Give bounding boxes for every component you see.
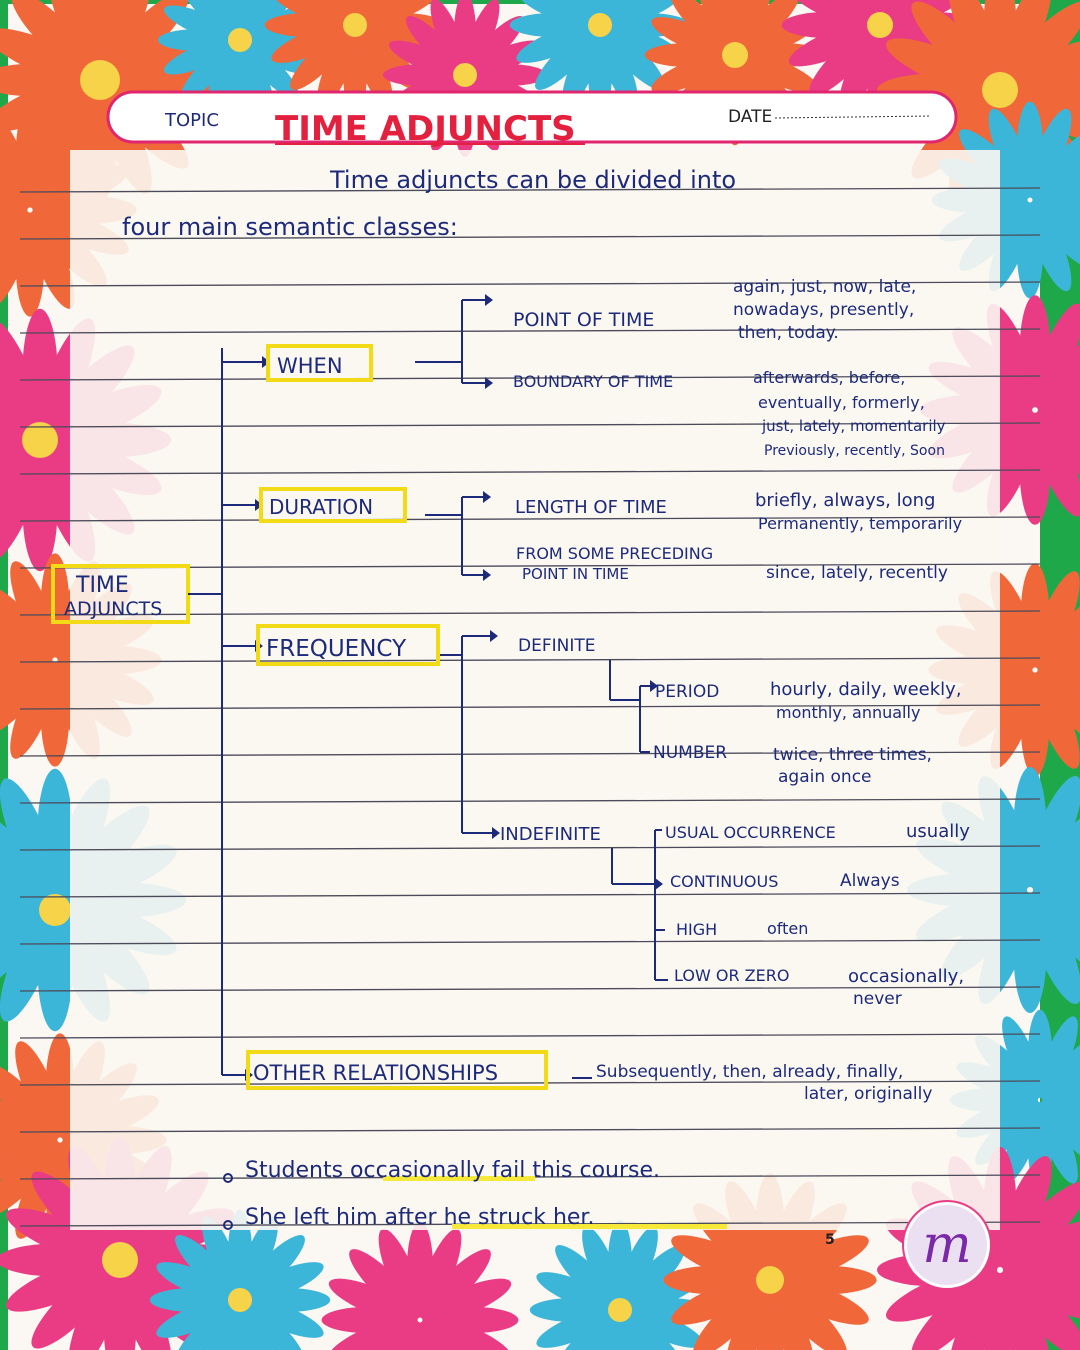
period-label: PERIOD: [655, 682, 720, 702]
number-example-1: twice, three times,: [773, 745, 932, 765]
other-example-2: later, originally: [804, 1084, 933, 1104]
logo-letter: m: [922, 1215, 972, 1275]
low-zero-example-1: occasionally,: [848, 966, 965, 987]
page-number: 5: [825, 1232, 835, 1248]
when-label: WHEN: [277, 354, 343, 378]
frequency-label: FREQUENCY: [266, 636, 407, 662]
indefinite-label: INDEFINITE: [500, 824, 601, 845]
root-line-1: TIME: [76, 573, 129, 598]
from-preceding-label-2: POINT IN TIME: [522, 565, 629, 583]
length-of-time-label: LENGTH OF TIME: [515, 497, 667, 518]
low-zero-example-2: never: [853, 989, 902, 1009]
continuous-example: Always: [840, 871, 900, 891]
example-sentence-2: She left him after he struck her.: [245, 1205, 595, 1230]
page-title: TIME ADJUNCTS: [275, 109, 576, 149]
topic-label: TOPIC: [165, 110, 219, 131]
boundary-example-1: afterwards, before,: [753, 368, 906, 387]
example-sentence-1: Students occasionally fail this course.: [245, 1158, 661, 1183]
boundary-example-4: Previously, recently, Soon: [764, 443, 945, 459]
low-zero-label: LOW OR ZERO: [674, 966, 790, 985]
continuous-label: CONTINUOUS: [670, 872, 779, 891]
boundary-example-2: eventually, formerly,: [758, 393, 925, 412]
intro-line-1: Time adjuncts can be divided into: [330, 166, 737, 194]
date-label: DATE: [728, 107, 773, 127]
usual-occurrence-label: USUAL OCCURRENCE: [665, 823, 836, 842]
from-preceding-example: since, lately, recently: [766, 563, 948, 583]
number-label: NUMBER: [653, 743, 728, 763]
high-example: often: [767, 919, 809, 938]
point-of-time-example-2: nowadays, presently,: [733, 300, 915, 320]
high-label: HIGH: [676, 920, 718, 939]
point-of-time-example-1: again, just, now, late,: [733, 277, 917, 297]
other-relationships-label: OTHER RELATIONSHIPS: [253, 1061, 499, 1085]
length-example-2: Permanently, temporarily: [758, 514, 963, 533]
root-line-2: ADJUNCTS: [64, 598, 163, 620]
brand-logo: [903, 1201, 991, 1289]
point-of-time-example-3: then, today.: [738, 323, 839, 343]
usual-occurrence-example: usually: [906, 821, 970, 842]
definite-label: DEFINITE: [518, 636, 596, 656]
boundary-of-time-label: BOUNDARY OF TIME: [513, 372, 674, 391]
other-example-1: Subsequently, then, already, finally,: [596, 1062, 904, 1082]
period-example-1: hourly, daily, weekly,: [770, 679, 962, 700]
intro-line-2: four main semantic classes:: [122, 213, 458, 241]
point-of-time-label: POINT OF TIME: [513, 309, 655, 331]
period-example-2: monthly, annually: [776, 703, 921, 722]
length-example-1: briefly, always, long: [755, 490, 936, 511]
boundary-example-3: just, lately, momentarily: [762, 417, 946, 435]
duration-label: DURATION: [269, 495, 374, 519]
number-example-2: again once: [778, 767, 872, 787]
from-preceding-label-1: FROM SOME PRECEDING: [516, 544, 714, 563]
